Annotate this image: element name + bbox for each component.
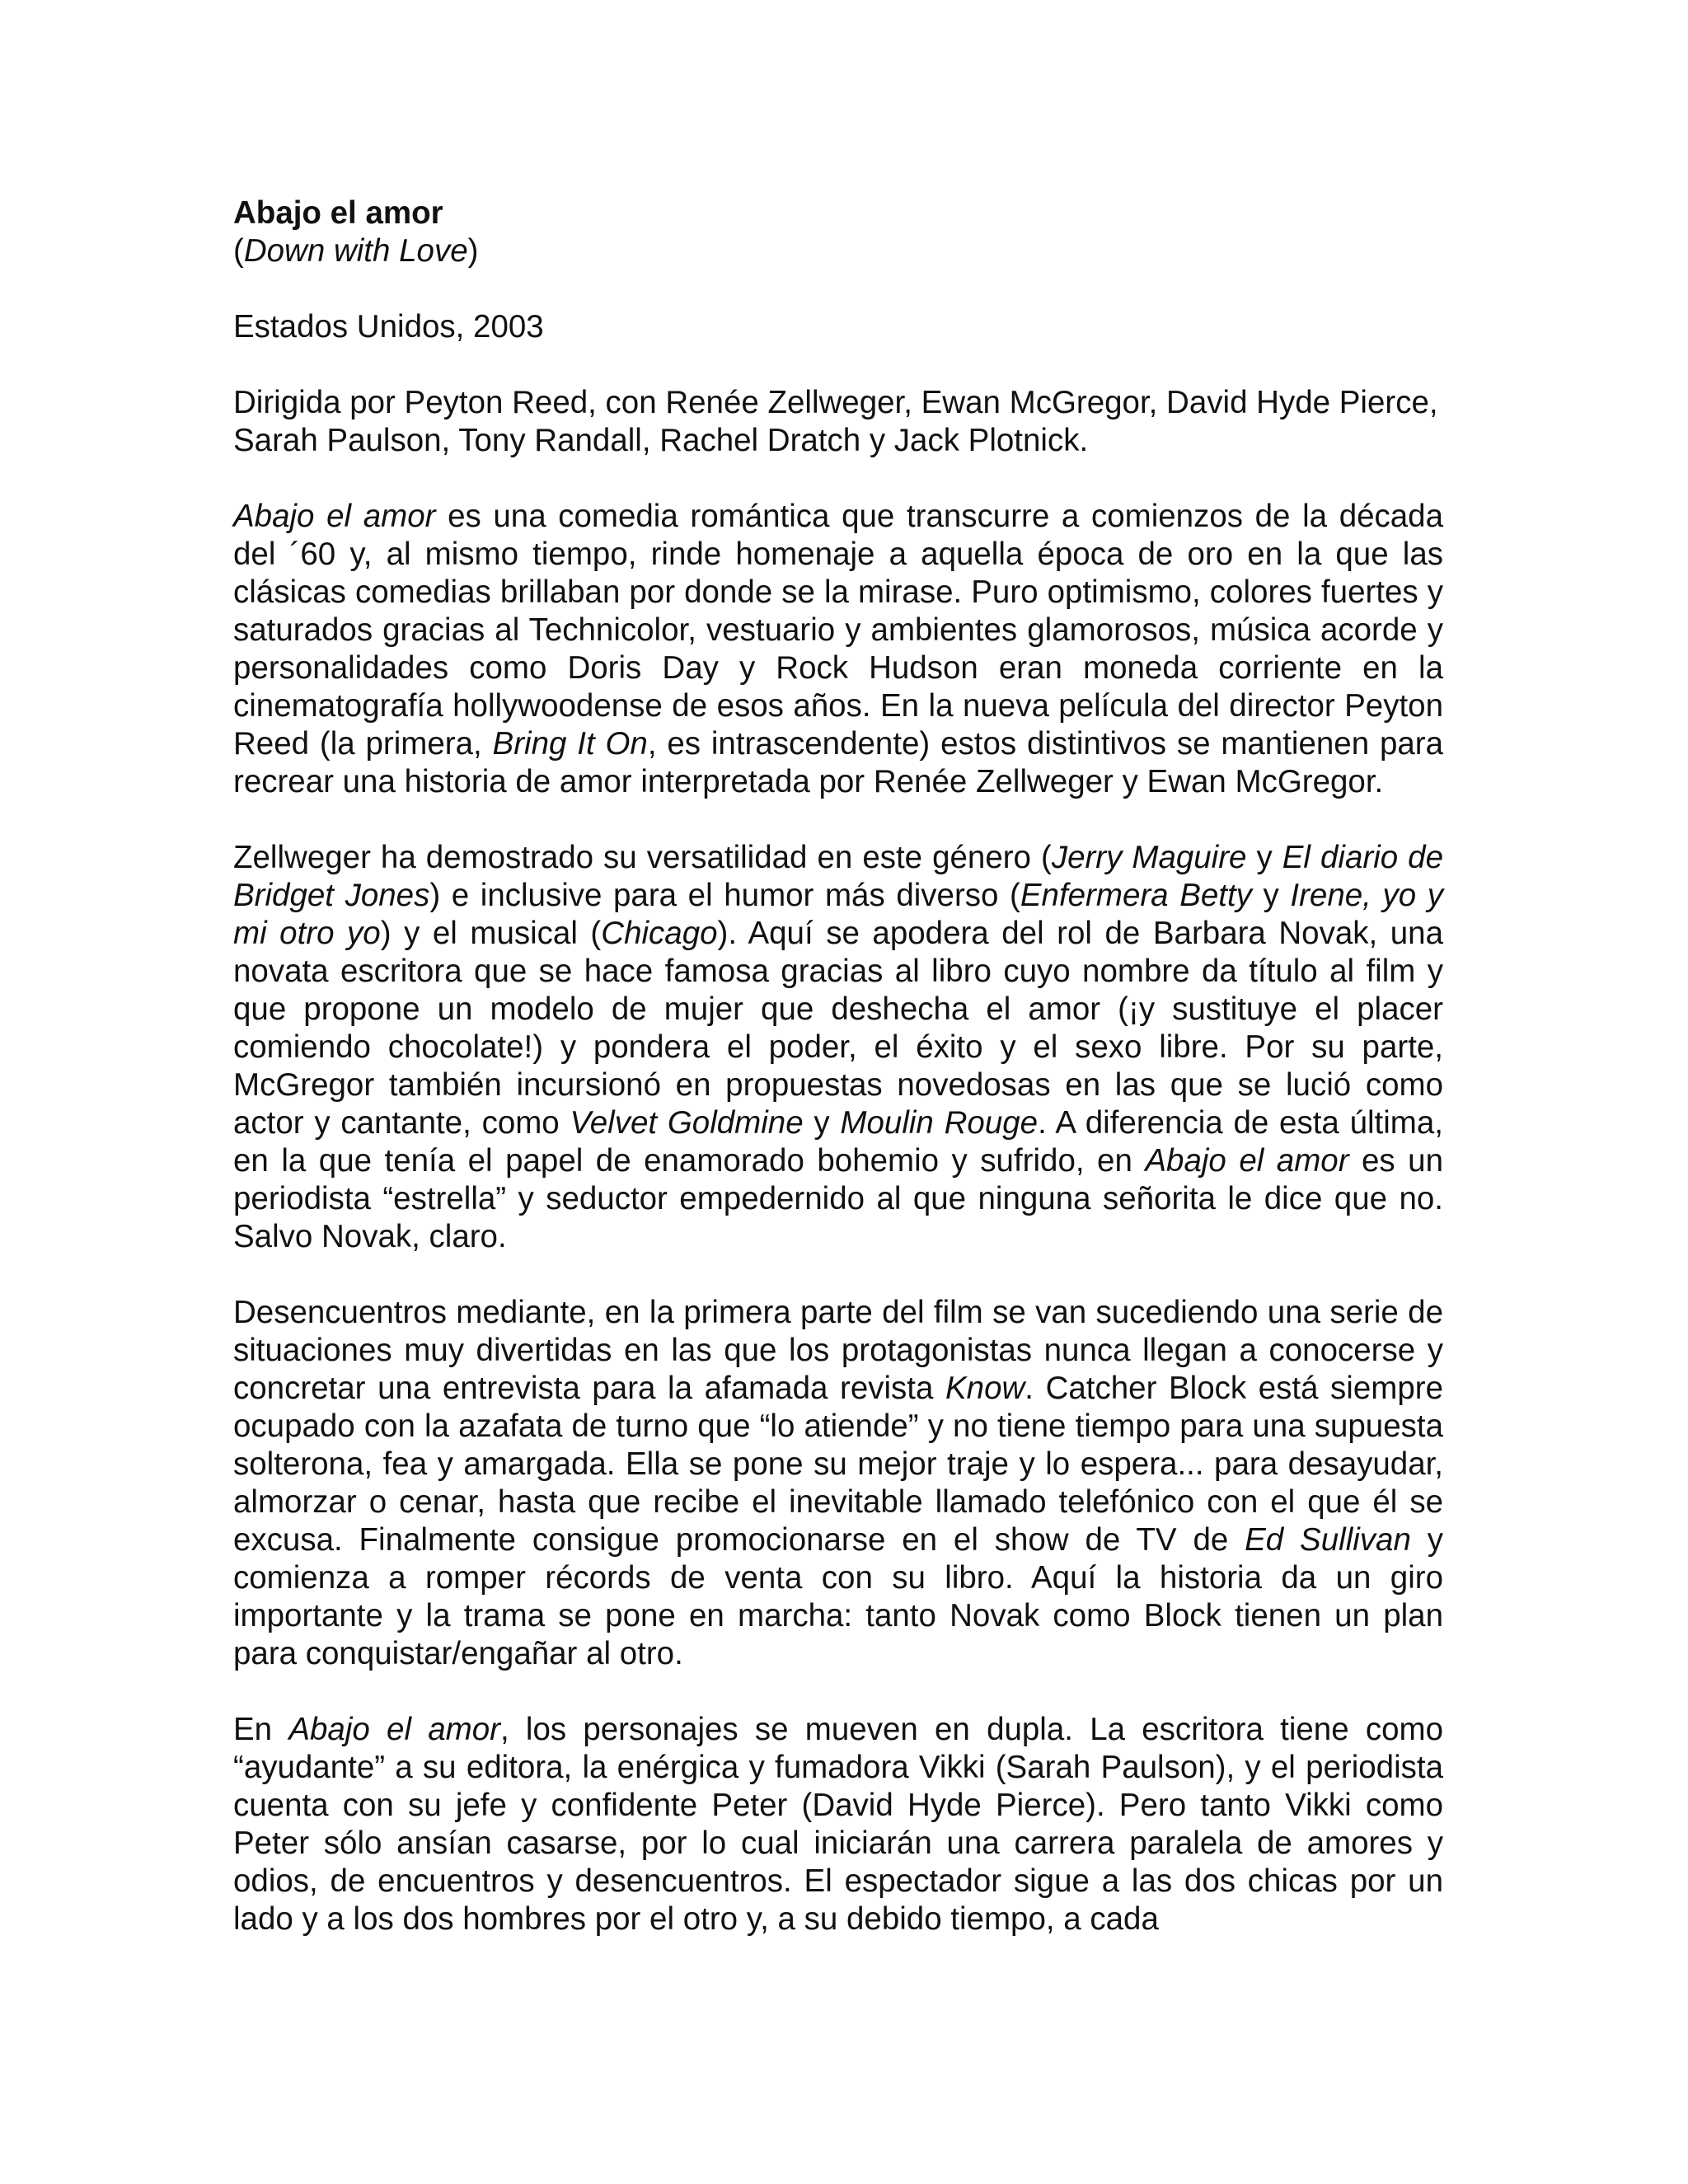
country-year: Estados Unidos, 2003 [233,309,544,344]
italic-text: Abajo el amor [1145,1143,1349,1179]
text-run: ) y el musical ( [380,916,602,951]
italic-text: Bring It On [492,726,648,762]
close-paren: ) [467,233,479,269]
document-body [233,194,1443,1938]
italic-text: Chicago [601,916,718,951]
italic-text: Abajo el amor [233,499,436,534]
text-run: y comienza a romper récords de venta con su libro. Aquí la historia da un giro importante y la trama se pone en marcha: tanto Novak como Block tienen un plan para conquistar/engañar al otro. [233,1522,1443,1671]
text-run: , es intrascendente) estos distintivos se mantienen para recrear una historia de amor interpretada por Renée Zellweger y Ewan McGregor. [233,726,1443,799]
film-title: Abajo el amor [233,195,443,231]
text-run: En [233,1712,289,1747]
review-paragraph [233,498,1443,801]
text-run: . A diferencia de esta última, en la que tenía el papel de enamorado bohemio y sufrido, en [233,1105,1443,1179]
review-body [233,498,1443,1938]
italic-text: Know [945,1371,1025,1406]
original-title-line [233,232,1443,270]
text-run: ) e inclusive para el humor más diverso ( [429,878,1020,913]
text-run: y [803,1105,841,1141]
italic-text: El diario de Bridget Jones [233,840,1443,913]
italic-text: Moulin Rouge [840,1105,1039,1141]
review-paragraph [233,1711,1443,1938]
review-paragraph [233,1294,1443,1673]
text-run: ). Aquí se apodera del rol de Barbara Novak, una novata escritora que se hace famosa gracias al libro cuyo nombre da título al film y que propone un modelo de mujer que deshecha el amor (¡y sustituye el placer comiendo chocolate!) y pondera el poder, el éxito y el sexo libre. Por su parte, McGregor también incursionó en propuestas novedosas en las que se lució como actor y cantante, como [233,916,1443,1141]
italic-text: Jerry Maguire [1051,840,1247,875]
italic-text: Enfermera Betty [1020,878,1252,913]
credits: Dirigida por Peyton Reed, con Renée Zellweger, Ewan McGregor, David Hyde Pierce, Sarah Paulson, Tony Randall, Rachel Dratch y Jack Plotnick. [233,385,1438,458]
text-run: y [1246,840,1282,875]
review-paragraph [233,839,1443,1256]
text-run: es una comedia romántica que transcurre a comienzos de la década del ´60 y, al mismo tiempo, rinde homenaje a aquella época de oro en la que las clásicas comedias brillaban por donde se la mirase. Puro optimismo, colores fuertes y saturados gracias al Technicolor, vestuario y ambientes glamorosos, música acorde y personalidades como Doris Day y Rock Hudson eran moneda corriente en la cinematografía hollywoodense de esos años. En la nueva película del director Peyton Reed (la primera, [233,499,1443,762]
text-run: y [1251,878,1291,913]
italic-text: Irene, yo y mi otro yo [233,878,1443,951]
text-run: Zellweger ha demostrado su versatilidad en este género ( [233,840,1052,875]
italic-text: Abajo el amor [288,1712,500,1747]
open-paren: ( [233,233,244,269]
text-run: . Catcher Block está siempre ocupado con la azafata de turno que “lo atiende” y no tiene tiempo para una supuesta solterona, fea y amargada. Ella se pone su mejor traje y lo espera... para desayudar, almorzar o cenar, hasta que recibe el inevitable llamado telefónico con el que él se excusa. Finalmente consigue promocionarse en el show de TV de [233,1371,1443,1558]
text-run: , los personajes se mueven en dupla. La escritora tiene como “ayudante” a su editora, la enérgica y fumadora Vikki (Sarah Paulson), y el periodista cuenta con su jefe y confidente Peter (David Hyde Pierce). Pero tanto Vikki como Peter sólo ansían casarse, por lo cual iniciarán una carrera paralela de amores y odios, de encuentros y desencuentros. El espectador sigue a las dos chicas por un lado y a los dos hombres por el otro y, a su debido tiempo, a cada [233,1712,1443,1937]
italic-text: Ed Sullivan [1245,1522,1411,1558]
text-run: Desencuentros mediante, en la primera parte del film se van sucediendo una serie de situaciones muy divertidas en las que los protagonistas nunca llegan a conocerse y concretar una entrevista para la afamada revista [233,1295,1443,1406]
original-title: Down with Love [243,233,468,269]
italic-text: Velvet Goldmine [570,1105,804,1141]
text-run: es un periodista “estrella” y seductor empedernido al que ninguna señorita le dice que no. Salvo Novak, claro. [233,1143,1443,1254]
